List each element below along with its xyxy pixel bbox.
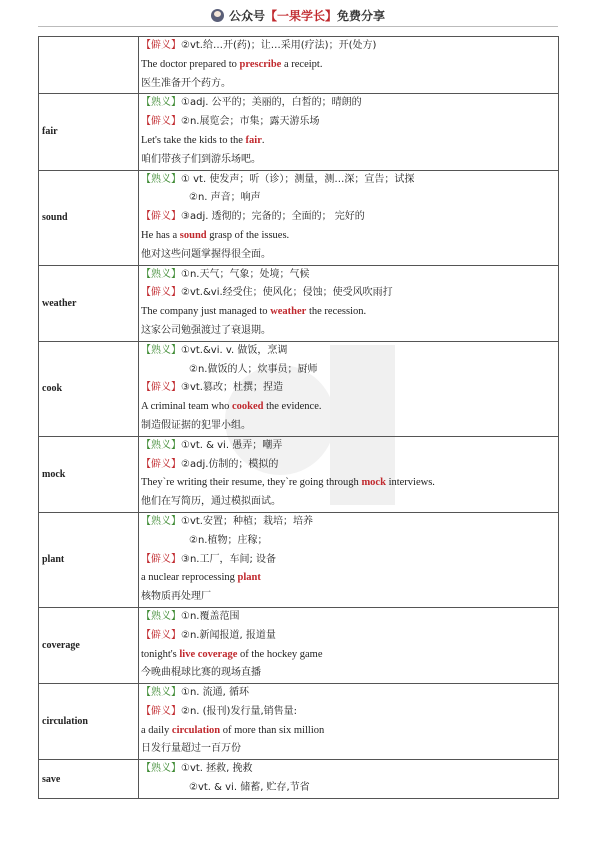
vocab-definitions [139,436,559,512]
uncommon-tag: 【僻义】 [141,553,181,565]
familiar-meaning [141,684,558,703]
highlighted-word: weather [270,306,307,318]
vocab-word: weather [39,265,139,341]
vocab-definitions [139,512,559,607]
meaning-text: ②vt. & vi. 储蓄, 贮存,节省 [189,782,310,794]
highlighted-word: mock [361,477,386,489]
sentence-part: tonight's [141,648,180,660]
vocab-word: save [39,760,139,799]
meaning-text: ②n.植物；庄稼； [189,534,268,546]
header-title [0,7,596,24]
sentence-part: the recession. [306,306,367,318]
uncommon-tag: 【僻义】 [141,629,181,641]
meaning-text: ①n.覆盖范围 [181,610,240,622]
header-suffix: 免费分享 [337,9,386,23]
meaning-text: ①vt.&vi. v. 做饭，烹调 [181,344,288,356]
uncommon-tag: 【僻义】 [141,211,181,223]
uncommon-meaning [141,627,558,646]
sentence-part: interviews. [385,477,435,489]
sentence-part: of the hockey game [237,648,323,660]
sentence-part: The doctor prepared to [141,58,240,70]
sentence-part: a nuclear reprocessing [141,572,238,584]
highlighted-word: cooked [231,401,264,413]
sentence-part: They`re writing their resume, they`re going through [141,477,362,489]
highlighted-word: prescribe [239,58,282,70]
header-divider [38,26,558,27]
vocab-definitions [139,37,559,94]
example-translation: 医生准备开个药方。 [141,77,231,89]
familiar-tag: 【熟义】 [141,763,181,775]
meaning-text: ②n.新闻报道, 报道量 [181,629,276,641]
example-sentence [141,646,558,665]
vocab-word [39,37,139,94]
meaning-text: ②n.做饭的人；炊事员；厨师 [189,363,318,375]
familiar-meaning [141,760,558,779]
table-row [39,265,559,341]
sentence-part: . [261,134,265,146]
vocab-definitions [139,684,559,760]
table-row [39,170,559,265]
example-sentence [141,398,558,417]
familiar-meaning [141,342,558,361]
highlighted-word: sound [179,229,207,241]
meaning-text: ②n.展览会；市集；露天游乐场 [181,116,320,128]
sentence-part: of more than six million [220,724,325,736]
example-sentence [141,569,558,588]
sentence-part: The company just managed to [141,306,271,318]
meaning-text: ①n. 流通, 循环 [181,687,250,699]
meaning-text: ②vt.&vi.经受住；使风化；侵蚀；使受风吹雨打 [181,287,393,299]
sentence-part: Let's take the kids to the [141,134,246,146]
uncommon-meaning [141,284,558,303]
uncommon-meaning [141,456,558,475]
example-translation: 今晚曲棍球比赛的现场直播 [141,667,261,679]
uncommon-meaning [141,379,558,398]
vocab-definitions [139,94,559,170]
familiar-meaning [141,94,558,113]
table-row [39,436,559,512]
vocab-word: plant [39,512,139,607]
sentence-part: a receipt. [281,58,323,70]
vocab-word: fair [39,94,139,170]
vocab-definitions [139,170,559,265]
meaning-text: ③vt.篡改；杜撰；捏造 [181,382,283,394]
familiar-meaning [141,608,558,627]
example-translation: 他对这些问题掌握得很全面。 [141,248,271,260]
example-sentence [141,132,558,151]
uncommon-tag: 【僻义】 [141,116,181,128]
table-row [39,607,559,683]
vocab-definitions [139,265,559,341]
meaning-text: ① vt. 使发声；听（诊）；测量，测…深；宣告；试探 [181,173,415,185]
meaning-text: ③n.工厂，车间; 设备 [181,553,277,565]
sentence-part: grasp of the issues. [206,229,290,241]
familiar-tag: 【熟义】 [141,610,181,622]
uncommon-meaning [141,113,558,132]
meaning-text: ①n.天气；气象；处境；气候 [181,268,310,280]
table-row [39,760,559,799]
familiar-meaning [141,171,558,190]
example-translation: 这家公司勉强渡过了衰退期。 [141,324,271,336]
sentence-part: A criminal team who [141,401,232,413]
vocab-definitions [139,760,559,799]
uncommon-tag: 【僻义】 [141,705,181,717]
example-sentence [141,722,558,741]
familiar-tag: 【熟义】 [141,687,181,699]
uncommon-tag: 【僻义】 [141,458,181,470]
avatar-icon [211,9,224,22]
vocab-word: mock [39,436,139,512]
meaning-text: ②n. (报刊)发行量,销售量: [181,705,298,717]
familiar-meaning [141,513,558,532]
uncommon-meaning [141,208,558,227]
familiar-tag: 【熟义】 [141,515,181,527]
uncommon-tag: 【僻义】 [141,40,181,51]
vocab-definitions [139,341,559,436]
uncommon-meaning [141,551,558,570]
meaning-text: ②n. 声音；响声 [189,192,261,204]
example-translation: 他们在写简历，通过模拟面试。 [141,496,281,508]
table-row [39,94,559,170]
table-row [39,37,559,94]
vocab-word: cook [39,341,139,436]
example-sentence [141,227,558,246]
uncommon-meaning [141,703,558,722]
familiar-tag: 【熟义】 [141,97,181,109]
header-prefix: 公众号 [228,9,265,23]
example-sentence [141,56,558,75]
familiar-meaning [141,437,558,456]
header-brand: 【一果学长】 [264,9,337,23]
table-row [39,341,559,436]
meaning-text: ①vt. 拯救, 挽救 [181,763,253,775]
familiar-tag: 【熟义】 [141,344,181,356]
highlighted-word: fair [245,134,262,146]
example-translation: 核物质再处理厂 [141,591,211,603]
highlighted-word: live coverage [179,648,238,660]
vocab-word: circulation [39,684,139,760]
sentence-part: the evidence. [263,401,322,413]
uncommon-tag: 【僻义】 [141,382,181,394]
familiar-tag: 【熟义】 [141,173,181,185]
familiar-tag: 【熟义】 [141,439,181,451]
uncommon-tag: 【僻义】 [141,287,181,299]
vocab-table [38,36,559,799]
meaning-text: ③adj. 透彻的；完备的；全面的； 完好的 [181,211,365,223]
meaning-text: ①vt. & vi. 愚弄；嘲弄 [181,439,283,451]
meaning-text: ②adj.仿制的；模拟的 [181,458,279,470]
example-translation: 制造假证据的犯罪小组。 [141,419,251,431]
example-translation: 日发行量超过一百万份 [141,743,241,755]
vocab-word: sound [39,170,139,265]
sentence-part: a daily [141,724,172,736]
meaning-text: ①adj. 公平的；美丽的，白皙的；晴朗的 [181,97,362,109]
familiar-meaning [141,266,558,285]
example-sentence [141,474,558,493]
highlighted-word: plant [237,572,261,584]
table-row [39,684,559,760]
vocab-word: coverage [39,607,139,683]
highlighted-word: circulation [171,724,221,736]
vocab-definitions [139,607,559,683]
page-header [0,0,596,30]
table-row [39,512,559,607]
example-sentence [141,303,558,322]
sentence-part: He has a [141,229,180,241]
uncommon-meaning [141,37,558,56]
familiar-tag: 【熟义】 [141,268,181,280]
meaning-text: ①vt.安置；种植；栽培；培养 [181,515,313,527]
example-translation: 咱们带孩子们到游乐场吧。 [141,153,261,165]
meaning-text: ②vt.给…开(药)；让…采用(疗法)；开(处方) [181,40,377,51]
